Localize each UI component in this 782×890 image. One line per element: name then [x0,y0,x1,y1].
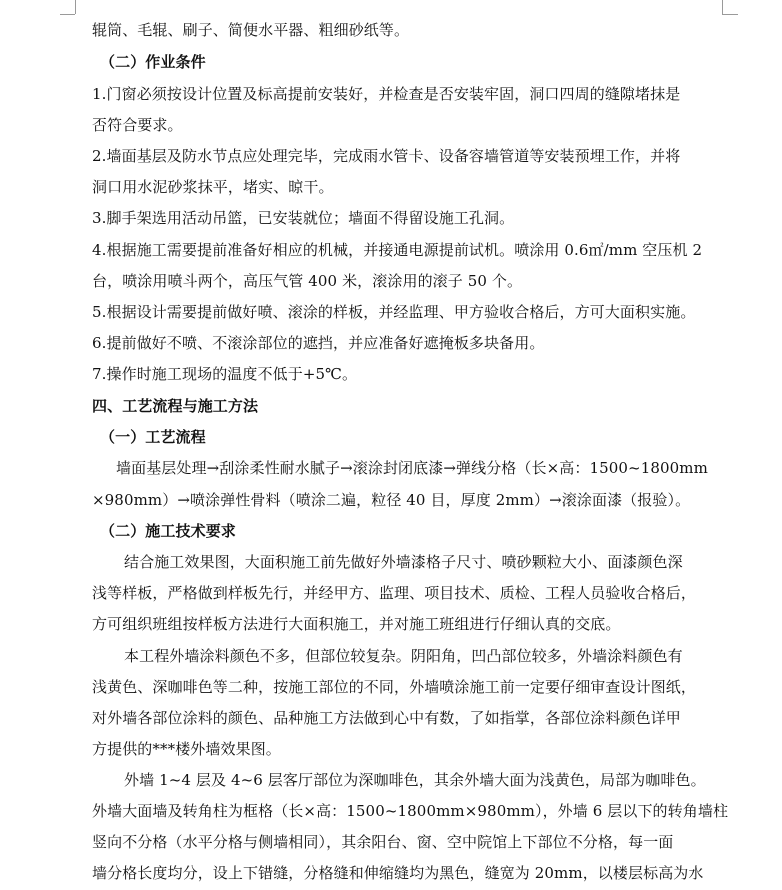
paragraph-line: 方提供的***楼外墙效果图。 [92,740,281,758]
paragraph-line: 浅黄色、深咖啡色等二种，按施工部位的不同，外墙喷涂施工前一定要仔细审查设计图纸， [92,678,697,696]
paragraph-line: 6.提前做好不喷、不滚涂部位的遮挡，并应准备好遮掩板多块备用。 [92,334,545,352]
paragraph-line: 对外墙各部位涂料的颜色、品种施工方法做到心中有数，了如指掌，各部位涂料颜色详甲 [92,709,681,727]
paragraph-line: 竖向不分格（水平分格与侧墙相同），其余阳台、窗、空中院馆上下部位不分格，每一面 [92,833,674,851]
paragraph-line: 本工程外墙涂料颜色不多，但部位较复杂。阴阳角，凹凸部位较多，外墙涂料颜色有 [124,647,683,665]
paragraph-line: 结合施工效果图，大面积施工前先做好外墙漆格子尺寸、喷砂颗粒大小、面漆颜色深 [124,553,683,571]
section-heading: （一）工艺流程 [100,428,206,446]
paragraph-line: 墙分格长度均分，设上下错缝，分格缝和伸缩缝均为黑色，缝宽为 20mm，以楼层标高为水 [92,864,704,882]
paragraph-line: 浅等样板，严格做到样板先行，并经甲方、监理、项目技术、质检、工程人员验收合格后， [92,584,697,602]
section-heading: （二）作业条件 [100,53,206,71]
crop-mark-right-h [722,14,738,15]
paragraph-line: 外墙大面墙及转角柱为框格（长×高：1500~1800mm×980mm），外墙 6 层以下的转角墙柱 [92,802,729,820]
paragraph-line: 4.根据施工需要提前准备好相应的机械，并接通电源提前试机。喷涂用 0.6㎡/mm 空压机 2 [92,241,703,259]
paragraph-line: ×980mm）→喷涂弹性骨料（喷涂二遍，粒径 40 目，厚度 2mm）→滚涂面漆（报验）。 [92,491,691,509]
paragraph-line: 否符合要求。 [92,116,183,134]
paragraph-line: 5.根据设计需要提前做好喷、滚涂的样板，并经监理、甲方验收合格后，方可大面积实施。 [92,303,696,321]
paragraph-line: 2.墙面基层及防水节点应处理完毕，完成雨水管卡、设备容墙管道等安装预埋工作，并将 [92,147,681,165]
section-heading: （二）施工技术要求 [100,522,236,540]
paragraph-line: 7.操作时施工现场的温度不低于+5℃。 [92,365,358,383]
paragraph-line: 外墙 1~4 层及 4~6 层客厅部位为深咖啡色，其余外墙大面为浅黄色，局部为咖啡色。 [124,771,706,789]
paragraph-line: 洞口用水泥砂浆抹平，堵实、晾干。 [92,178,334,196]
paragraph-line: 辊筒、毛辊、刷子、简便水平器、粗细砂纸等。 [92,21,410,39]
paragraph-line: 墙面基层处理→刮涂柔性耐水腻子→滚涂封闭底漆→弹线分格（长×高：1500~1800mm [116,459,708,477]
crop-mark-left-h [60,14,75,15]
crop-mark-left [75,0,76,14]
paragraph-line: 台，喷涂用喷斗两个，高压气管 400 米，滚涂用的滚子 50 个。 [92,272,523,290]
paragraph-line: 3.脚手架选用活动吊篮，已安装就位；墙面不得留设施工孔洞。 [92,209,515,227]
section-heading: 四、工艺流程与施工方法 [92,397,259,415]
paragraph-line: 方可组织班组按样板方法进行大面积施工，并对施工班组进行仔细认真的交底。 [92,615,621,633]
crop-mark-right [722,0,723,14]
paragraph-line: 1.门窗必须按设计位置及标高提前安装好，并检查是否安装牢固，洞口四周的缝隙堵抹是 [92,85,681,103]
